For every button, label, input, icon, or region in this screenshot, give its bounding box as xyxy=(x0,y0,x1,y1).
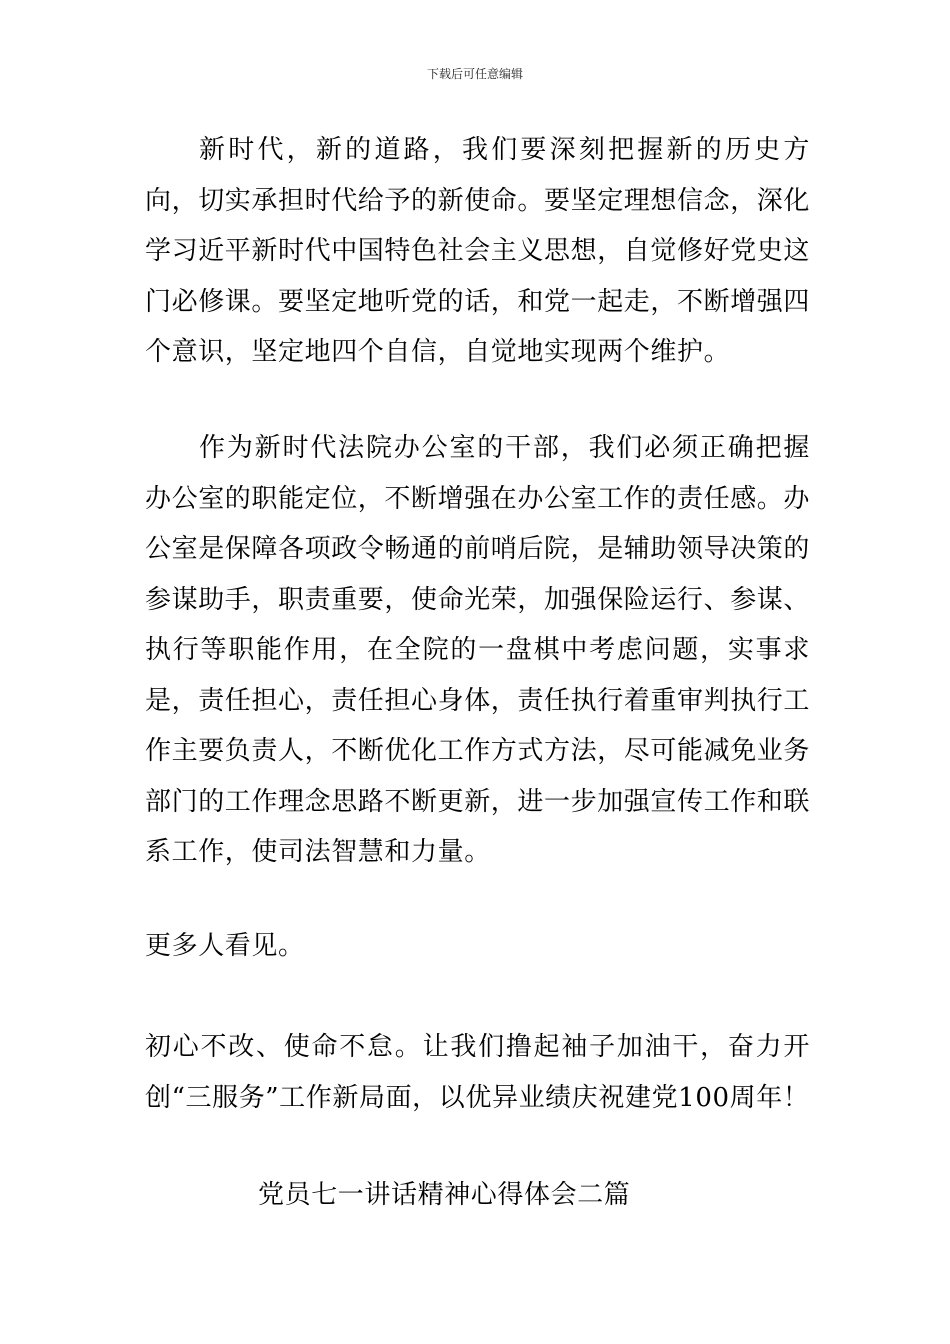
paragraph-1: 新时代，新的道路，我们要深刻把握新的历史方向，切实承担时代给予的新使命。要坚定理想信念，深化学习近平新时代中国特色社会主义思想，自觉修好党史这门必修课。要坚定地听党的话，和党一起走，不断增强四个意识，坚定地四个自信，自觉地实现两个维护。 xyxy=(145,135,811,367)
header-note: 下载后可任意编辑 xyxy=(426,67,523,81)
paragraph-4: 初心不改、使命不怠。让我们撸起袖子加油干，奋力开创“三服务”工作新局面，以优异业绩庆祝建党100周年！ xyxy=(145,1032,810,1113)
paragraph-3: 更多人看见。 xyxy=(145,931,305,961)
next-section-title: 党员七一讲话精神心得体会二篇 xyxy=(258,1180,631,1210)
paragraph-2: 作为新时代法院办公室的干部，我们必须正确把握办公室的职能定位，不断增强在办公室工作的责任感。办公室是保障各项政令畅通的前哨后院，是辅助领导决策的参谋助手，职责重要，使命光荣，加强保险运行、参谋、执行等职能作用，在全院的一盘棋中考虑问题，实事求是，责任担心，责任担心身体，责任执行着重审判执行工作主要负责人，不断优化工作方式方法，尽可能减免业务部门的工作理念思路不断更新，进一步加强宣传工作和联系工作，使司法智慧和力量。 xyxy=(145,433,811,867)
